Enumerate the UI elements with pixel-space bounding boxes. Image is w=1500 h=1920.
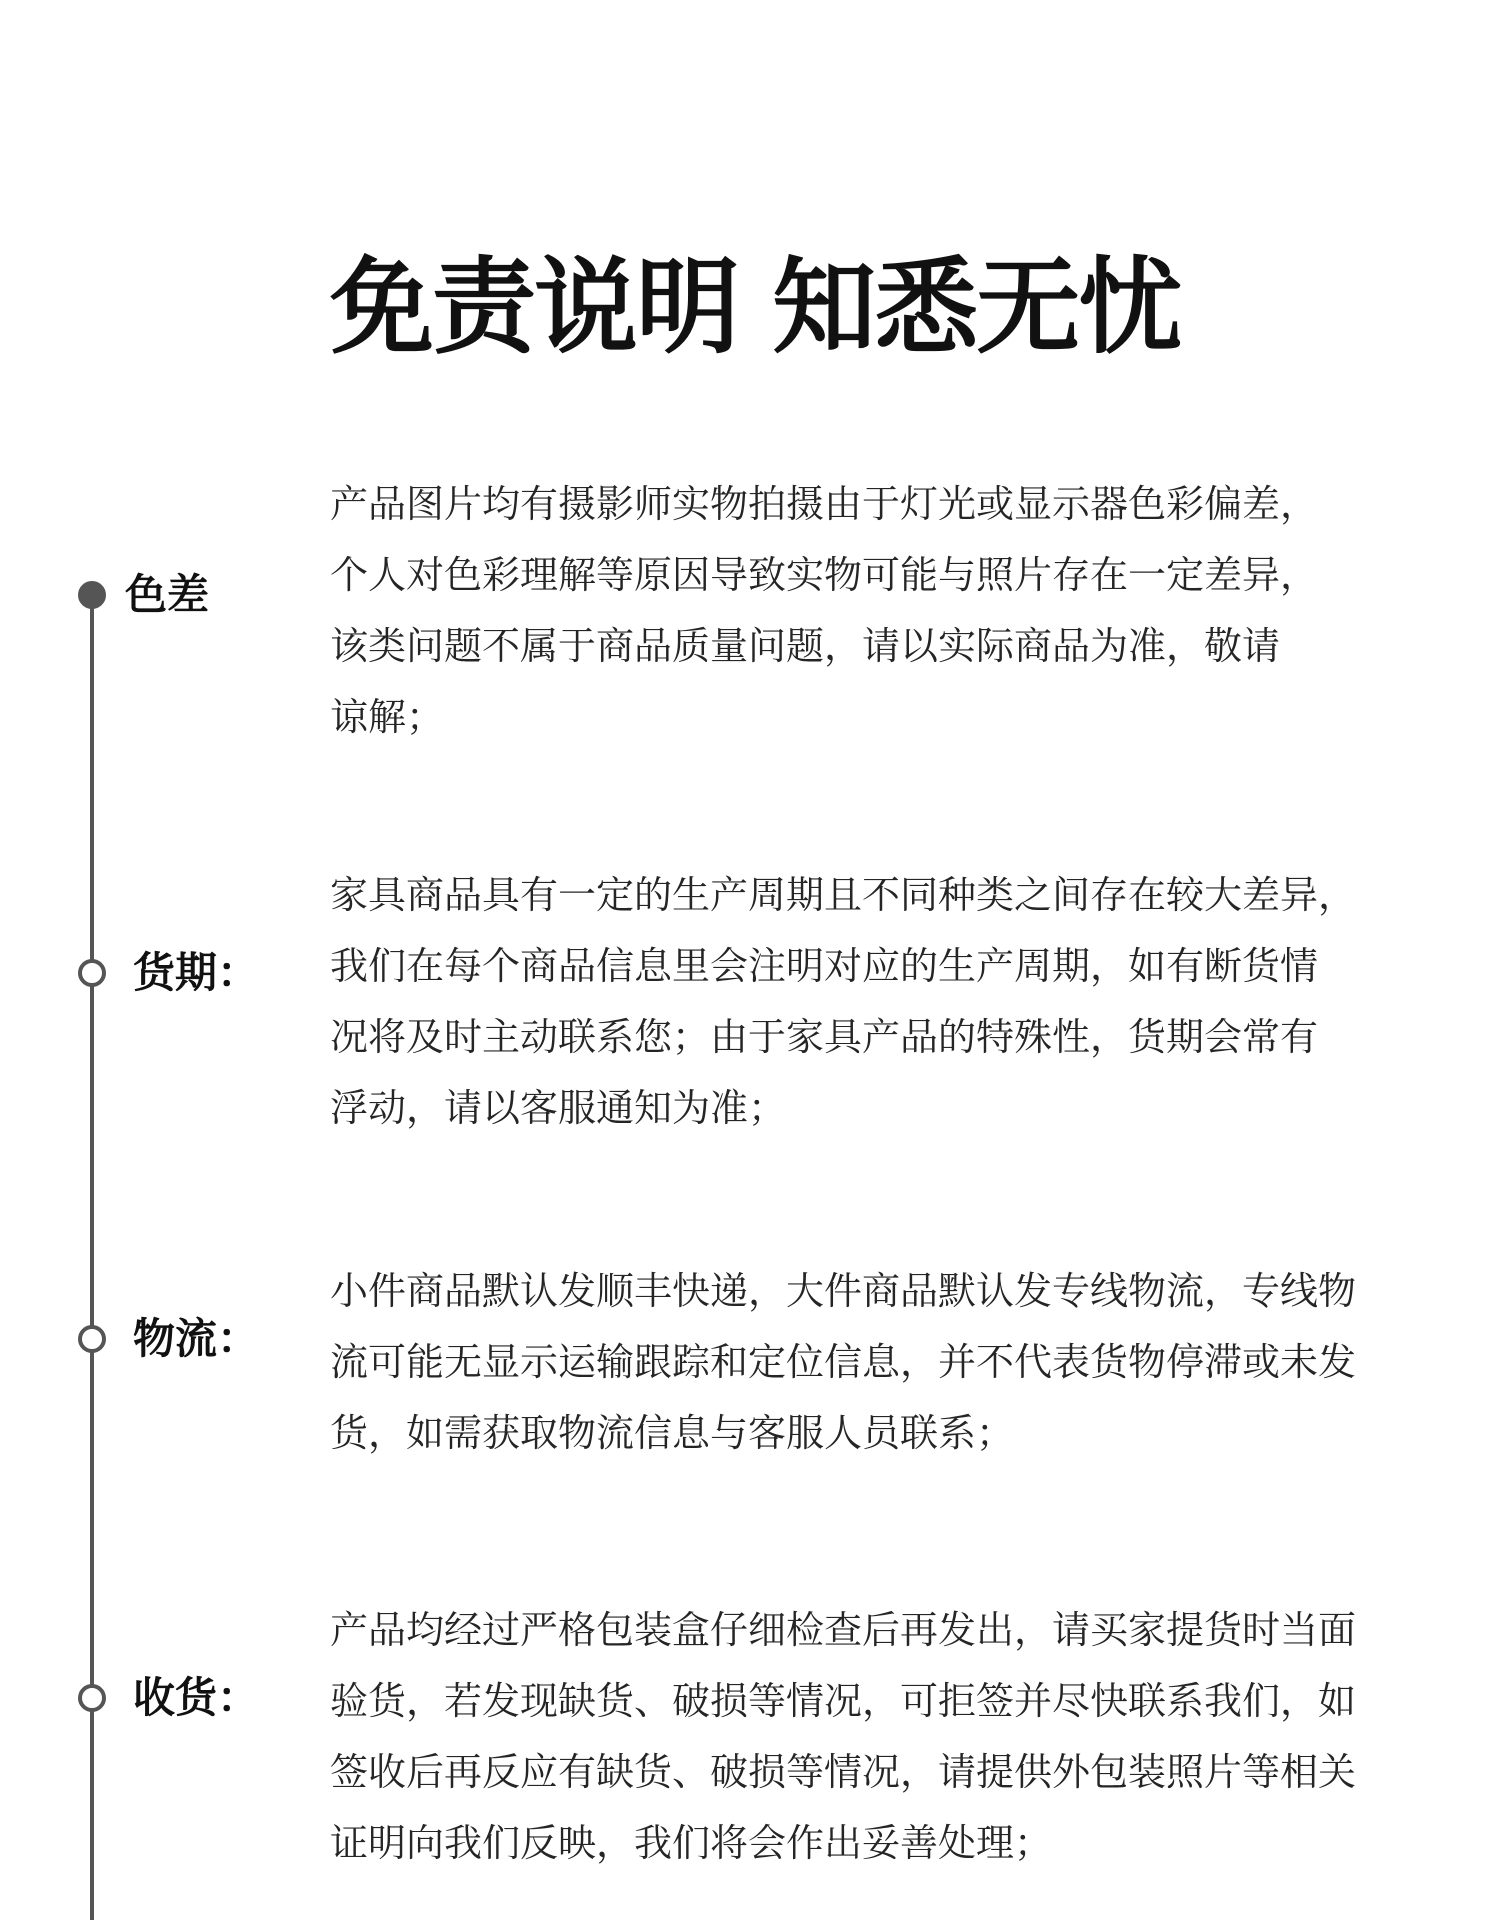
section-line: 家具商品具有一定的生产周期且不同种类之间存在较大差异， xyxy=(330,873,1357,917)
section-line: 产品图片均有摄影师实物拍摄由于灯光或显示器色彩偏差， xyxy=(330,482,1319,526)
section-line: 谅解； xyxy=(330,695,445,739)
section-line: 我们在每个商品信息里会注明对应的生产周期，如有断货情 xyxy=(330,944,1319,988)
section-label-receiving: 收货： xyxy=(133,1673,260,1722)
timeline-dot xyxy=(78,1684,106,1712)
timeline-dot xyxy=(78,959,106,987)
page-title: 免责说明 知悉无忧 xyxy=(330,246,1181,368)
section-label-logistics: 物流： xyxy=(133,1314,260,1363)
section-body-receiving xyxy=(330,1595,1420,1879)
section-line: 况将及时主动联系您；由于家具产品的特殊性，货期会常有 xyxy=(330,1015,1319,1059)
timeline-dot xyxy=(78,1325,106,1353)
section-line: 签收后再反应有缺货、破损等情况，请提供外包装照片等相关 xyxy=(330,1750,1357,1794)
section-line: 个人对色彩理解等原因导致实物可能与照片存在一定差异， xyxy=(330,553,1319,597)
timeline-line xyxy=(90,595,94,1920)
section-line: 小件商品默认发顺丰快递，大件商品默认发专线物流，专线物 xyxy=(330,1269,1357,1313)
section-line: 流可能无显示运输跟踪和定位信息，并不代表货物停滞或未发 xyxy=(330,1340,1357,1384)
section-label-color-difference: 色差 xyxy=(125,570,210,619)
section-line: 证明向我们反映，我们将会作出妥善处理； xyxy=(330,1821,1053,1865)
timeline-dot-filled xyxy=(78,581,106,609)
section-line: 该类问题不属于商品质量问题，请以实际商品为准，敬请 xyxy=(330,624,1281,668)
section-body-logistics xyxy=(330,1256,1420,1469)
section-line: 产品均经过严格包装盒仔细检查后再发出，请买家提货时当面 xyxy=(330,1608,1357,1652)
section-line: 浮动，请以客服通知为准； xyxy=(330,1086,787,1130)
section-body-color-difference xyxy=(330,469,1420,753)
section-body-delivery-time xyxy=(330,860,1420,1144)
section-line: 验货，若发现缺货、破损等情况，可拒签并尽快联系我们，如 xyxy=(330,1679,1357,1723)
section-label-delivery-time: 货期： xyxy=(133,948,260,997)
section-line: 货，如需获取物流信息与客服人员联系； xyxy=(330,1411,1015,1455)
